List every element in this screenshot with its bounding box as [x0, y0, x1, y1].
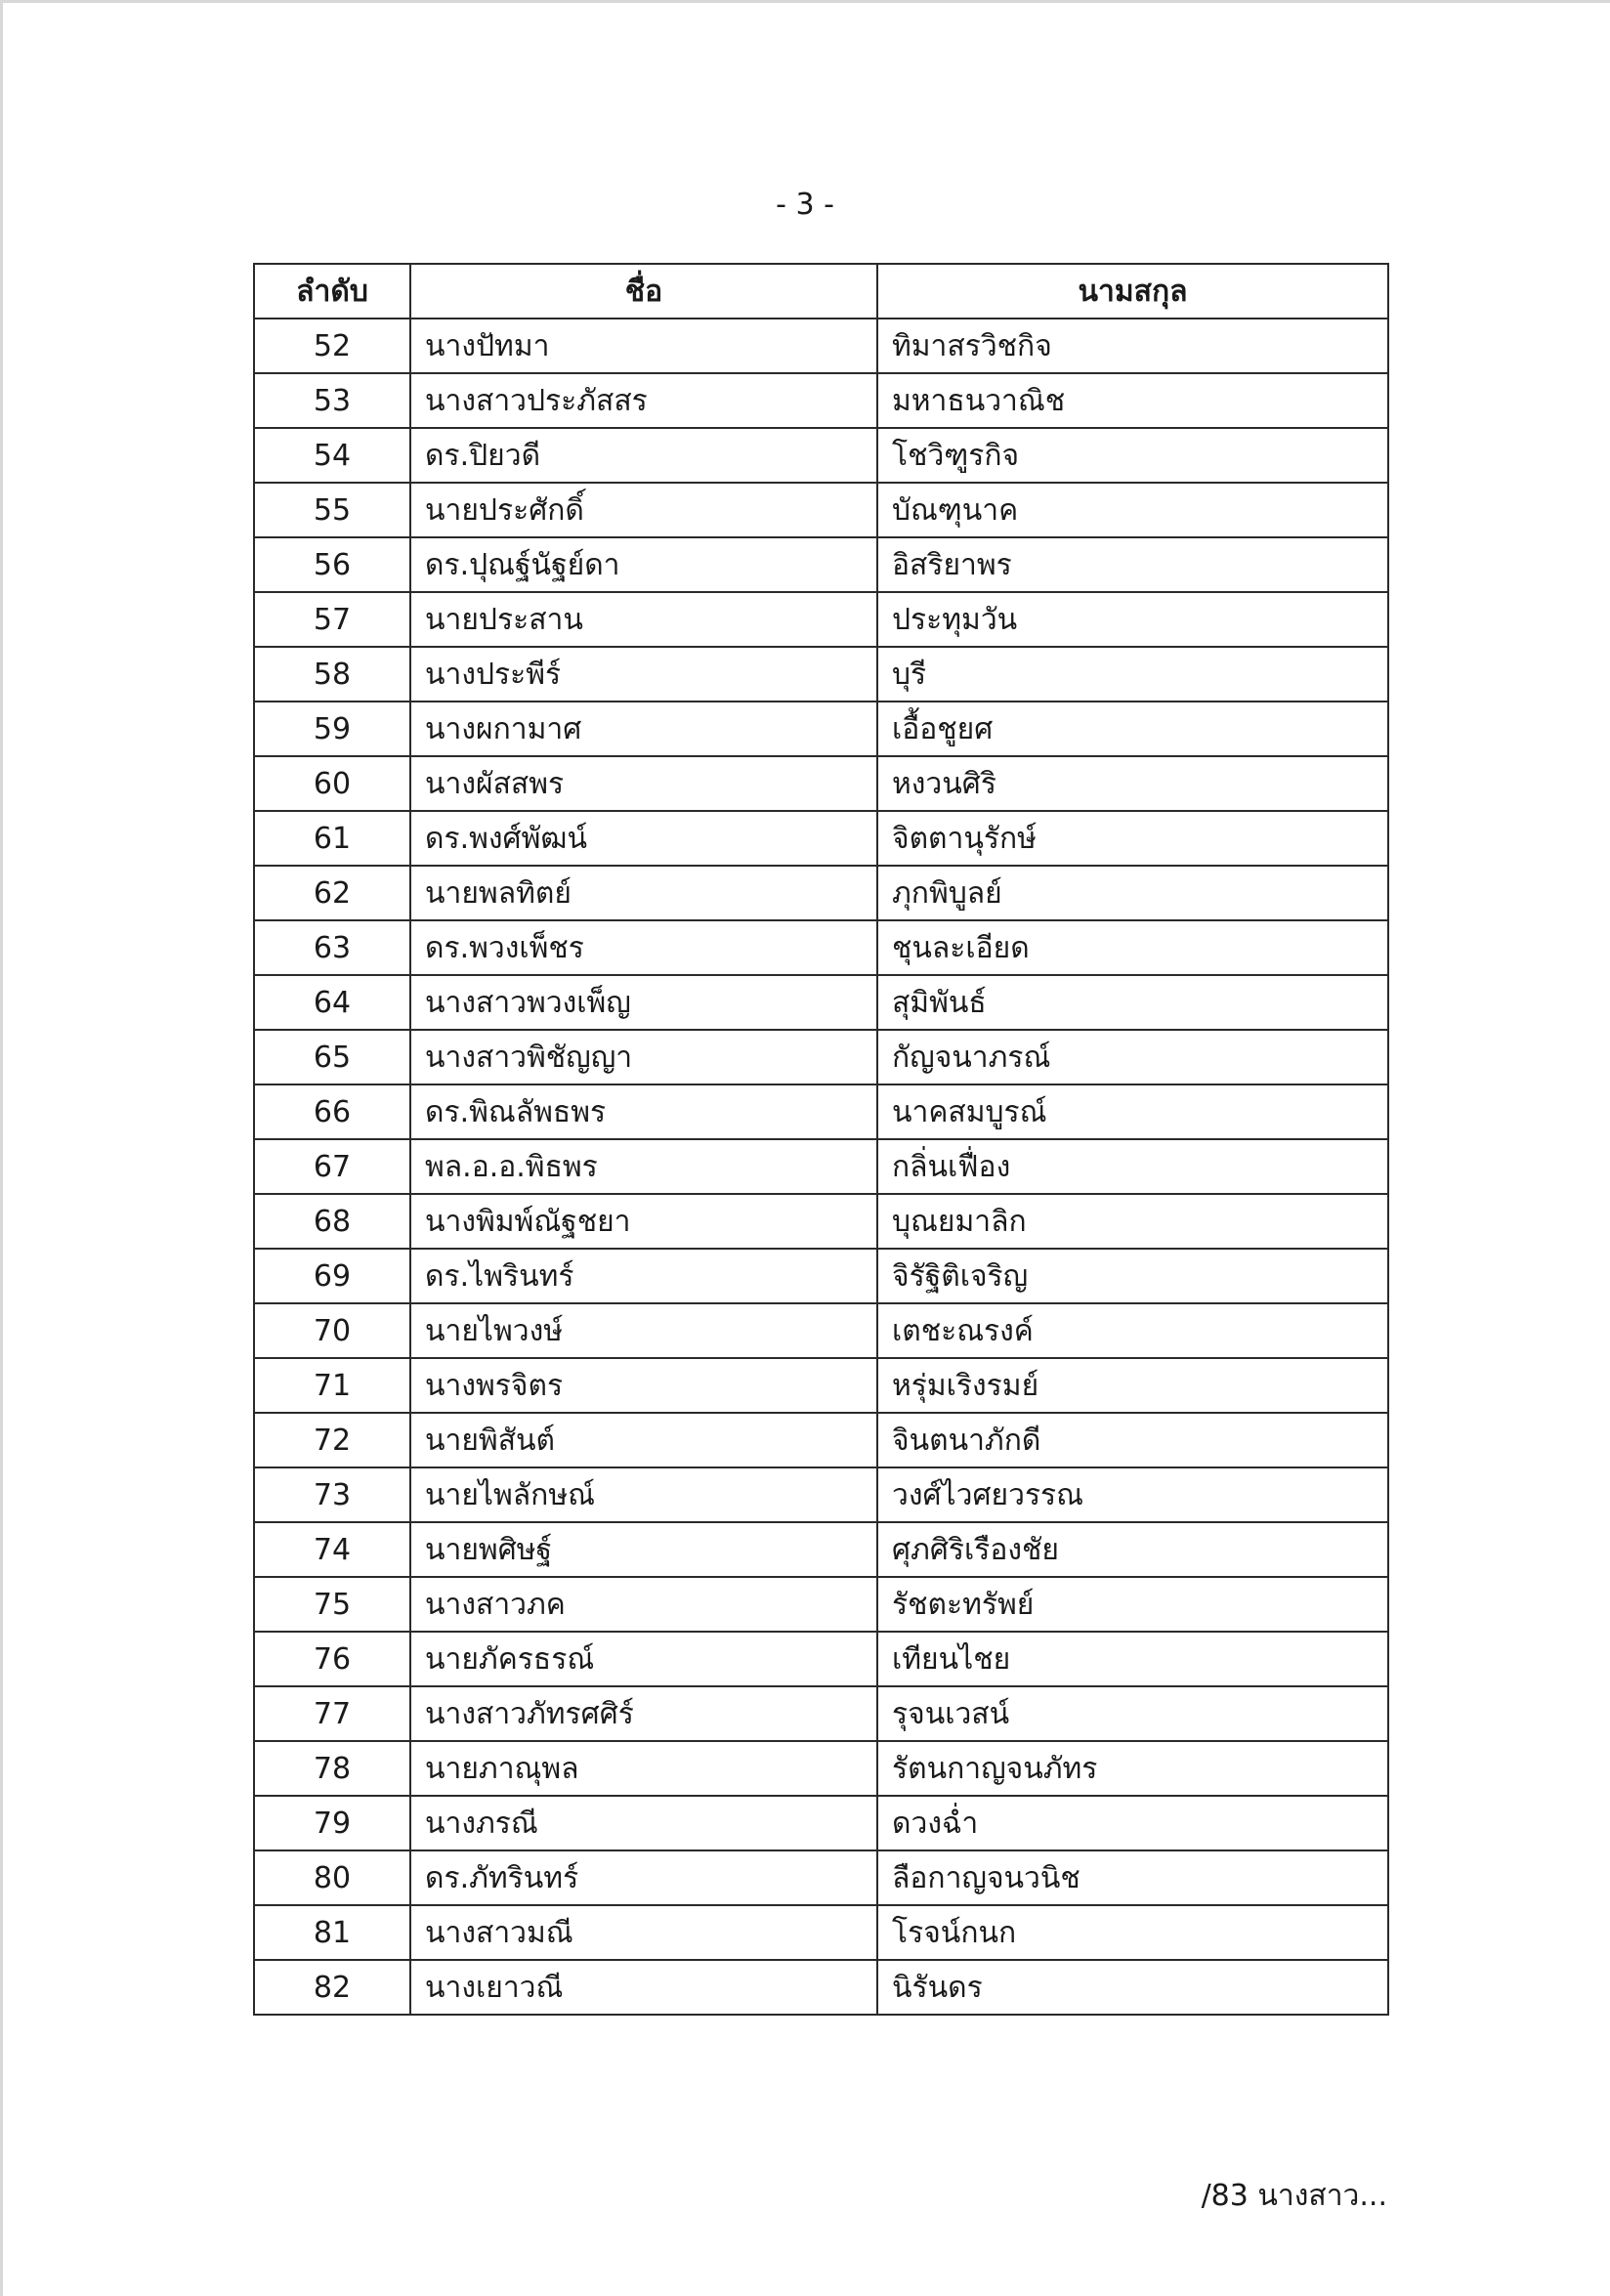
table-row — [254, 1796, 1388, 1850]
order-cell: 71 — [254, 1358, 410, 1413]
table-row — [254, 1686, 1388, 1741]
name-cell: นางภรณี — [410, 1796, 877, 1850]
order-cell: 62 — [254, 866, 410, 920]
order-cell: 64 — [254, 975, 410, 1030]
surname-cell: เตชะณรงค์ — [877, 1303, 1388, 1358]
table-row — [254, 1194, 1388, 1249]
surname-cell: ลือกาญจนวนิช — [877, 1850, 1388, 1905]
surname-cell: บัณฑุนาค — [877, 483, 1388, 537]
order-cell: 80 — [254, 1850, 410, 1905]
name-cell: นางประพีร์ — [410, 647, 877, 702]
name-cell: นางสาวมณี — [410, 1905, 877, 1960]
table-row — [254, 1084, 1388, 1139]
order-cell: 82 — [254, 1960, 410, 2015]
order-cell: 58 — [254, 647, 410, 702]
scan-edge-top — [0, 0, 1610, 3]
name-cell: นางปัทมา — [410, 319, 877, 373]
scan-edge-left — [0, 0, 3, 2296]
table-row — [254, 1741, 1388, 1796]
surname-cell: บุรี — [877, 647, 1388, 702]
name-cell: นางพรจิตร — [410, 1358, 877, 1413]
surname-cell: เอื้อชูยศ — [877, 702, 1388, 756]
name-cell: นางสาวภค — [410, 1577, 877, 1632]
table-row — [254, 702, 1388, 756]
table-row — [254, 811, 1388, 866]
table-header-row — [254, 264, 1388, 319]
surname-cell: อิสริยาพร — [877, 537, 1388, 592]
order-cell: 77 — [254, 1686, 410, 1741]
column-header-surname: นามสกุล — [877, 264, 1388, 319]
name-cell: ดร.ปุณฐ์นัฐย์ดา — [410, 537, 877, 592]
table-row — [254, 920, 1388, 975]
name-cell: นายไพวงษ์ — [410, 1303, 877, 1358]
surname-cell: สุมิพันธ์ — [877, 975, 1388, 1030]
surname-cell: ทิมาสรวิชกิจ — [877, 319, 1388, 373]
name-cell: ดร.ภัทรินทร์ — [410, 1850, 877, 1905]
table-row — [254, 1522, 1388, 1577]
page-number: - 3 - — [776, 188, 834, 222]
table-row — [254, 647, 1388, 702]
name-cell: นายภัครธรณ์ — [410, 1632, 877, 1686]
table-row — [254, 1905, 1388, 1960]
order-cell: 76 — [254, 1632, 410, 1686]
surname-cell: โชวิฑูรกิจ — [877, 428, 1388, 483]
name-cell: ดร.พงศ์พัฒน์ — [410, 811, 877, 866]
table-row — [254, 866, 1388, 920]
order-cell: 60 — [254, 756, 410, 811]
surname-cell: มหาธนวาณิช — [877, 373, 1388, 428]
order-cell: 79 — [254, 1796, 410, 1850]
name-cell: นายพิสันต์ — [410, 1413, 877, 1467]
order-cell: 78 — [254, 1741, 410, 1796]
name-cell: นายประสาน — [410, 592, 877, 647]
name-cell: ดร.ไพรินทร์ — [410, 1249, 877, 1303]
surname-cell: เทียนไชย — [877, 1632, 1388, 1686]
surname-cell: โรจน์กนก — [877, 1905, 1388, 1960]
name-cell: นางเยาวณี — [410, 1960, 877, 2015]
table-row — [254, 1139, 1388, 1194]
table-row — [254, 1303, 1388, 1358]
table-body — [254, 319, 1388, 2015]
order-cell: 55 — [254, 483, 410, 537]
name-cell: นางผกามาศ — [410, 702, 877, 756]
order-cell: 66 — [254, 1084, 410, 1139]
surname-cell: หงวนศิริ — [877, 756, 1388, 811]
surname-cell: กลิ่นเฟื่อง — [877, 1139, 1388, 1194]
name-cell: พล.อ.อ.พิธพร — [410, 1139, 877, 1194]
surname-cell: จิตตานุรักษ์ — [877, 811, 1388, 866]
surname-cell: ประทุมวัน — [877, 592, 1388, 647]
name-cell: ดร.ปิยวดี — [410, 428, 877, 483]
table-row — [254, 537, 1388, 592]
order-cell: 61 — [254, 811, 410, 866]
surname-cell: ดวงฉ่ำ — [877, 1796, 1388, 1850]
surname-cell: นาคสมบูรณ์ — [877, 1084, 1388, 1139]
surname-cell: จิรัฐิติเจริญ — [877, 1249, 1388, 1303]
order-cell: 57 — [254, 592, 410, 647]
order-cell: 59 — [254, 702, 410, 756]
name-cell: นางผัสสพร — [410, 756, 877, 811]
name-cell: นายพลทิตย์ — [410, 866, 877, 920]
surname-cell: จินตนาภักดี — [877, 1413, 1388, 1467]
table-row — [254, 1249, 1388, 1303]
name-cell: นายภาณุพล — [410, 1741, 877, 1796]
order-cell: 75 — [254, 1577, 410, 1632]
order-cell: 54 — [254, 428, 410, 483]
table-row — [254, 1632, 1388, 1686]
name-cell: ดร.พวงเพ็ชร — [410, 920, 877, 975]
name-cell: นายประศักดิ์ — [410, 483, 877, 537]
surname-cell: รัตนกาญจนภัทร — [877, 1741, 1388, 1796]
column-header-order: ลำดับ — [254, 264, 410, 319]
table-row — [254, 1467, 1388, 1522]
surname-cell: กัญจนาภรณ์ — [877, 1030, 1388, 1084]
name-cell: นายไพลักษณ์ — [410, 1467, 877, 1522]
name-cell: นางสาวพวงเพ็ญ — [410, 975, 877, 1030]
order-cell: 74 — [254, 1522, 410, 1577]
name-cell: นายพศิษฐ์ — [410, 1522, 877, 1577]
table-row — [254, 1577, 1388, 1632]
order-cell: 69 — [254, 1249, 410, 1303]
table-row — [254, 1030, 1388, 1084]
name-roster-table — [253, 263, 1389, 2016]
table-row — [254, 319, 1388, 373]
table-row — [254, 1413, 1388, 1467]
order-cell: 53 — [254, 373, 410, 428]
table-row — [254, 1358, 1388, 1413]
surname-cell: หรุ่มเริงรมย์ — [877, 1358, 1388, 1413]
surname-cell: รุจนเวสน์ — [877, 1686, 1388, 1741]
surname-cell: วงศ์ไวศยวรรณ — [877, 1467, 1388, 1522]
surname-cell: ภุกพิบูลย์ — [877, 866, 1388, 920]
name-cell: นางพิมพ์ณัฐชยา — [410, 1194, 877, 1249]
order-cell: 72 — [254, 1413, 410, 1467]
order-cell: 65 — [254, 1030, 410, 1084]
order-cell: 81 — [254, 1905, 410, 1960]
table-row — [254, 1960, 1388, 2015]
table-row — [254, 373, 1388, 428]
table-row — [254, 592, 1388, 647]
surname-cell: รัชตะทรัพย์ — [877, 1577, 1388, 1632]
table-row — [254, 756, 1388, 811]
table-row — [254, 975, 1388, 1030]
surname-cell: บุณยมาลิก — [877, 1194, 1388, 1249]
surname-cell: ศุภศิริเรืองชัย — [877, 1522, 1388, 1577]
name-cell: นางสาวพิชัญญา — [410, 1030, 877, 1084]
order-cell: 67 — [254, 1139, 410, 1194]
order-cell: 73 — [254, 1467, 410, 1522]
order-cell: 52 — [254, 319, 410, 373]
order-cell: 68 — [254, 1194, 410, 1249]
column-header-name: ชื่อ — [410, 264, 877, 319]
name-cell: นางสาวภัทรศศิร์ — [410, 1686, 877, 1741]
name-cell: ดร.พิณลัพธพร — [410, 1084, 877, 1139]
surname-cell: ชุนละเอียด — [877, 920, 1388, 975]
order-cell: 70 — [254, 1303, 410, 1358]
order-cell: 63 — [254, 920, 410, 975]
table-row — [254, 428, 1388, 483]
name-cell: นางสาวประภัสสร — [410, 373, 877, 428]
table-row — [254, 483, 1388, 537]
table-row — [254, 1850, 1388, 1905]
continuation-note: /83 นางสาว... — [1201, 2179, 1387, 2213]
order-cell: 56 — [254, 537, 410, 592]
surname-cell: นิรันดร — [877, 1960, 1388, 2015]
